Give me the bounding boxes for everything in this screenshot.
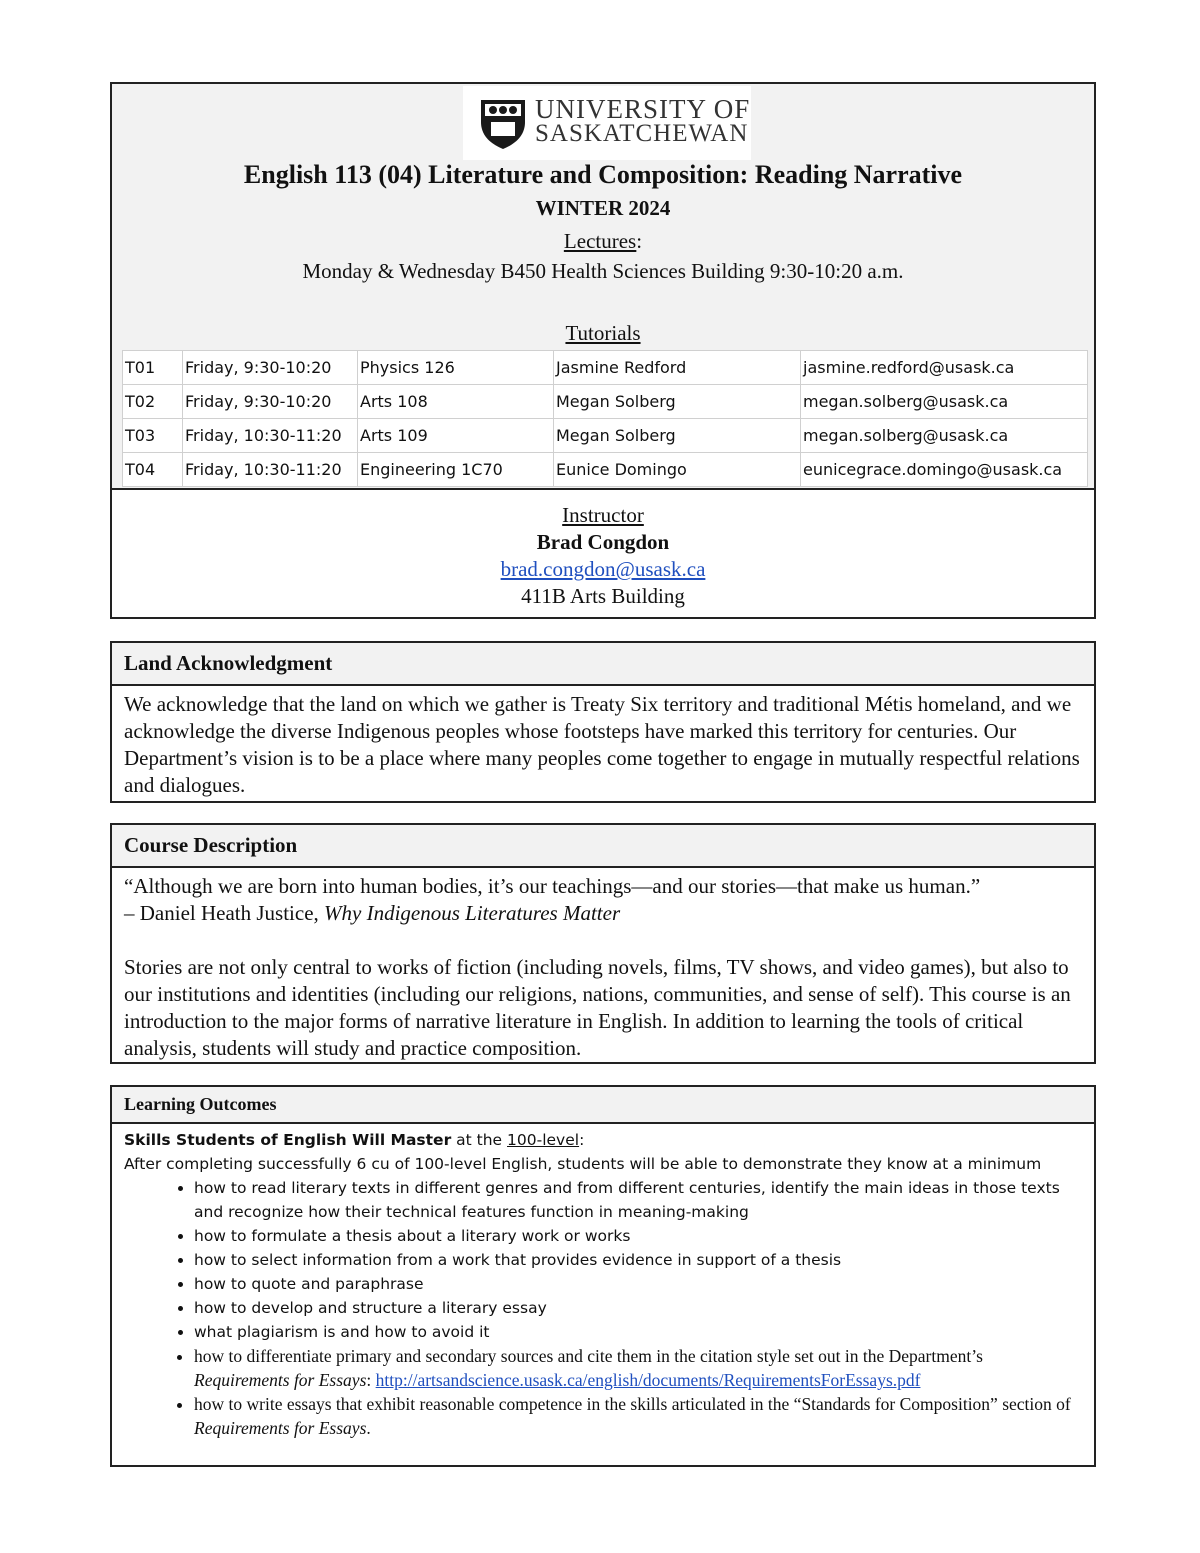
attribution-author: – Daniel Heath Justice, <box>124 901 325 925</box>
course-title: English 113 (04) Literature and Composition: Reading Narrative <box>243 160 963 189</box>
lectures-label: Lectures <box>563 229 637 253</box>
section-cell: T01 <box>123 351 183 385</box>
university-logo <box>463 86 751 160</box>
ta-email-cell[interactable]: jasmine.redford@usask.ca <box>801 351 1088 385</box>
lectures-colon: : <box>636 229 643 253</box>
ta-name-cell: Eunice Domingo <box>554 453 801 487</box>
course-description-box <box>110 823 1096 1064</box>
time-cell: Friday, 10:30-11:20 <box>183 453 358 487</box>
course-description-heading: Course Description <box>112 825 1094 868</box>
ta-name-cell: Megan Solberg <box>554 419 801 453</box>
skills-colon: : <box>579 1131 585 1149</box>
instructor-label: Instructor <box>562 503 644 527</box>
table-row <box>123 385 1088 419</box>
room-cell: Engineering 1C70 <box>358 453 554 487</box>
land-acknowledgment-heading: Land Acknowledgment <box>112 643 1094 686</box>
item-text: how to differentiate primary and secondary sources and cite them in the citation style set out in the Department’s <box>194 1346 983 1366</box>
skills-bold: Skills Students of English Will Master <box>124 1131 452 1149</box>
lectures-schedule: Monday & Wednesday B450 Health Sciences Building 9:30-10:20 a.m. <box>302 259 904 283</box>
instructor-office: 411B Arts Building <box>521 584 685 608</box>
skills-at: at the <box>451 1131 508 1149</box>
land-acknowledgment-text: We acknowledge that the land on which we gather is Treaty Six territory and traditional Métis homeland, and we acknowledge the diverse Indigenous peoples whose footsteps have marked this territory for centuries. Our Department’s vision is to be a place where many peoples come together to engage in mutually respectful relations and dialogues. <box>124 692 1080 797</box>
attribution-title: Why Indigenous Literatures Matter <box>324 901 621 925</box>
list-item: • how to formulate a thesis about a literary work or works <box>194 1224 1082 1248</box>
land-acknowledgment-box <box>110 641 1096 803</box>
course-header-box <box>110 82 1096 619</box>
section-cell: T02 <box>123 385 183 419</box>
list-item: • how to quote and paraphrase <box>194 1272 1082 1296</box>
learning-outcomes-content <box>112 1124 1094 1444</box>
item-end: . <box>366 1418 371 1438</box>
outcomes-intro: After completing successfully 6 cu of 100-level English, students will be able to demonstrate they know at a minimum <box>124 1155 1042 1173</box>
course-description-content <box>112 868 1094 1067</box>
learning-outcomes-heading: Learning Outcomes <box>112 1087 1094 1124</box>
epigraph-attribution <box>124 900 1082 927</box>
ta-name-cell: Jasmine Redford <box>554 351 801 385</box>
course-term: WINTER 2024 <box>535 196 671 220</box>
learning-outcomes-box <box>110 1085 1096 1467</box>
list-item: • how to select information from a work that provides evidence in support of a thesis <box>194 1248 1082 1272</box>
item-text: how to write essays that exhibit reasonable competence in the skills articulated in the “Standards for Composition” section of <box>194 1394 1071 1414</box>
time-cell: Friday, 10:30-11:20 <box>183 419 358 453</box>
requirements-for-essays-link[interactable]: http://artsandscience.usask.ca/english/documents/RequirementsForEssays.pdf <box>375 1370 921 1390</box>
instructor-name: Brad Congdon <box>536 530 670 554</box>
skills-level: 100-level <box>507 1131 580 1149</box>
ta-email-cell[interactable]: eunicegrace.domingo@usask.ca <box>801 453 1088 487</box>
room-cell: Physics 126 <box>358 351 554 385</box>
room-cell: Arts 109 <box>358 419 554 453</box>
instructor-block <box>112 502 1094 610</box>
section-cell: T03 <box>123 419 183 453</box>
logo-line-2: SASKATCHEWAN <box>535 120 749 147</box>
list-item: • how to read literary texts in different genres and from different centuries, identify the main ideas in those texts and recognize how their technical features function in meaning-making <box>194 1176 1082 1224</box>
list-item <box>194 1344 1082 1392</box>
time-cell: Friday, 9:30-10:20 <box>183 385 358 419</box>
item-italic: Requirements for Essays <box>194 1370 367 1390</box>
table-row <box>123 453 1088 487</box>
list-item: • what plagiarism is and how to avoid it <box>194 1320 1082 1344</box>
logo-line-1: UNIVERSITY OF <box>535 94 751 124</box>
ta-email-cell[interactable]: megan.solberg@usask.ca <box>801 419 1088 453</box>
room-cell: Arts 108 <box>358 385 554 419</box>
epigraph-quote: “Although we are born into human bodies, it’s our teachings—and our stories—that make us human.” <box>124 874 981 898</box>
table-row <box>123 351 1088 385</box>
time-cell: Friday, 9:30-10:20 <box>183 351 358 385</box>
item-italic: Requirements for Essays <box>194 1418 367 1438</box>
section-cell: T04 <box>123 453 183 487</box>
ta-email-cell[interactable]: megan.solberg@usask.ca <box>801 385 1088 419</box>
tutorials-heading: Tutorials <box>565 321 641 345</box>
outcomes-list <box>124 1176 1082 1440</box>
table-row <box>123 419 1088 453</box>
tutorials-table <box>122 350 1088 487</box>
course-description-text: Stories are not only central to works of fiction (including novels, films, TV shows, and video games), but also to our institutions and identities (including our religions, nations, communities, and sense of self). This course is an introduction to the major forms of narrative literature in English. In addition to learning the tools of critical analysis, students will study and practice composition. <box>124 955 1071 1060</box>
list-item <box>194 1392 1082 1440</box>
course-info-panel <box>112 84 1094 490</box>
instructor-email-link[interactable]: brad.congdon@usask.ca <box>500 557 706 581</box>
lectures-heading <box>112 229 1094 254</box>
skills-heading <box>124 1128 1082 1152</box>
ta-name-cell: Megan Solberg <box>554 385 801 419</box>
crest-icon <box>479 96 527 150</box>
list-item: • how to develop and structure a literary essay <box>194 1296 1082 1320</box>
item-colon: : <box>366 1370 376 1390</box>
